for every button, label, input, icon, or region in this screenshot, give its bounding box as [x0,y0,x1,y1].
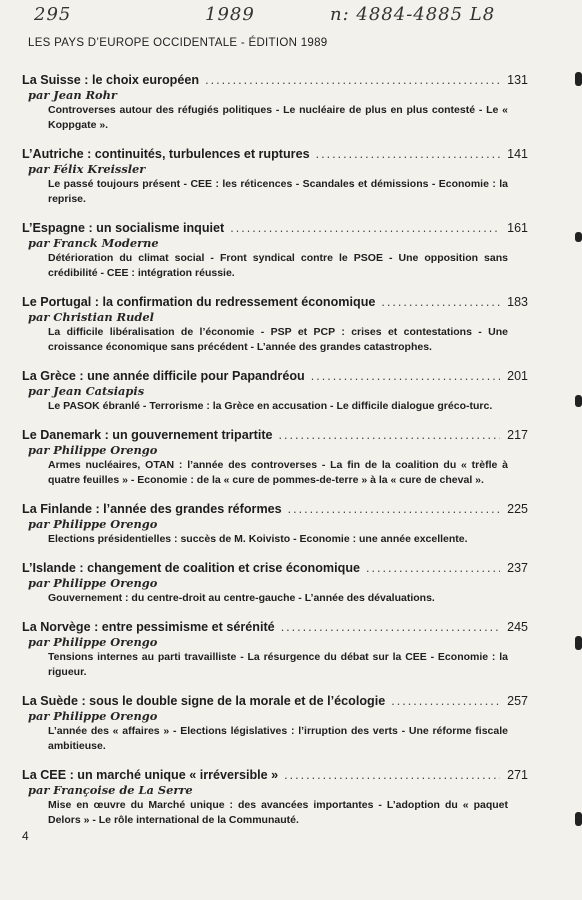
entry-page-number: 201 [507,369,528,383]
entry-author: par Jean Rohr [28,88,117,102]
entry-author: par Félix Kreissler [28,162,146,176]
toc-entry [22,294,528,355]
entry-description: Armes nucléaires, OTAN : l’année des controverses - La fin de la coalition du « trèfle à quatre feuilles » - Economie : de la « cure de pommes-de-terre » à la « cure de cheval ». [48,459,508,486]
entry-title-line [22,767,528,783]
dot-leader [281,619,500,635]
entry-description: Détérioration du climat social - Front syndical contre le PSOE - Une opposition sans crédibilité - CEE : intégration réussie. [48,252,508,279]
dot-leader [288,501,500,517]
entry-author: par Philippe Orengo [28,635,158,649]
entry-author: par Philippe Orengo [28,443,158,457]
entry-title-line [22,146,528,162]
entry-title-line [22,501,528,517]
dot-leader [366,560,500,576]
table-of-contents [22,72,528,841]
toc-entry [22,560,528,606]
entry-page-number: 183 [507,295,528,309]
handwritten-note-numbers: n: 4884-4885 L8 [330,4,496,25]
entry-author: par Françoise de La Serre [28,783,193,797]
toc-entry [22,220,528,281]
entry-title-line [22,693,528,709]
entry-title-line [22,619,528,635]
entry-page-number: 161 [507,221,528,235]
dot-leader [279,427,500,443]
entry-title: La Suède : sous le double signe de la morale et de l’écologie [22,694,386,708]
entry-author: par Philippe Orengo [28,709,158,723]
dot-leader [284,767,500,783]
entry-title-line [22,427,528,443]
page-number: 4 [22,829,29,843]
toc-entry [22,72,528,133]
entry-title: La Finlande : l’année des grandes réformes [22,502,282,516]
toc-entry [22,146,528,207]
handwritten-note-left: 295 [34,4,72,25]
scan-mark [575,232,582,242]
entry-title-line [22,560,528,576]
entry-page-number: 271 [507,768,528,782]
entry-title-line [22,72,528,88]
scan-mark [575,395,582,407]
entry-description: La difficile libéralisation de l’économie - PSP et PCP : crises et contestations - Une croissance économique sans précédent - L’année des grandes catastrophes. [48,326,508,353]
entry-description: Mise en œuvre du Marché unique : des avancées importantes - L’adoption du « paquet Delors » - Le rôle international de la Communauté. [48,799,508,826]
dot-leader [205,72,500,88]
entry-description: L’année des « affaires » - Elections législatives : l’irruption des verts - Une réforme fiscale ambitieuse. [48,725,508,752]
entry-author: par Philippe Orengo [28,517,158,531]
dot-leader [316,146,500,162]
dot-leader [311,368,500,384]
entry-description: Le passé toujours présent - CEE : les réticences - Scandales et démissions - Economie : la reprise. [48,178,508,205]
entry-description: Tensions internes au parti travailliste - La résurgence du débat sur la CEE - Economie : la rigueur. [48,651,508,678]
toc-entry [22,368,528,414]
entry-author: par Philippe Orengo [28,576,158,590]
entry-page-number: 237 [507,561,528,575]
entry-page-number: 245 [507,620,528,634]
entry-title: La Norvège : entre pessimisme et sérénité [22,620,275,634]
entry-author: par Franck Moderne [28,236,159,250]
entry-title-line [22,294,528,310]
toc-entry [22,767,528,828]
entry-title: La CEE : un marché unique « irréversible » [22,768,279,782]
toc-entry [22,501,528,547]
running-header: LES PAYS D’EUROPE OCCIDENTALE - ÉDITION 1989 [28,37,328,49]
entry-title: La Grèce : une année difficile pour Papandréou [22,369,305,383]
entry-title-line [22,220,528,236]
toc-entry [22,619,528,680]
entry-title: Le Portugal : la confirmation du redressement économique [22,295,376,309]
entry-page-number: 257 [507,694,528,708]
entry-author: par Jean Catsiapis [28,384,145,398]
handwritten-note-year: 1989 [205,4,255,25]
entry-page-number: 141 [507,147,528,161]
entry-description: Gouvernement : du centre-droit au centre-gauche - L’année des dévaluations. [48,592,435,604]
entry-author: par Christian Rudel [28,310,154,324]
dot-leader [230,220,500,236]
entry-description: Le PASOK ébranlé - Terrorisme : la Grèce en accusation - Le difficile dialogue gréco-turc. [48,400,493,412]
entry-title: L’Espagne : un socialisme inquiet [22,221,225,235]
entry-page-number: 131 [507,73,528,87]
scan-mark [575,812,582,826]
dot-leader [391,693,500,709]
entry-page-number: 225 [507,502,528,516]
toc-entry [22,693,528,754]
entry-title: L’Islande : changement de coalition et crise économique [22,561,361,575]
scan-mark [575,636,582,650]
entry-description: Elections présidentielles : succès de M. Koivisto - Economie : une année excellente. [48,533,468,545]
entry-description: Controverses autour des réfugiés politiques - Le nucléaire de plus en plus contesté - Le « Koppgate ». [48,104,508,131]
scan-mark [575,72,582,86]
dot-leader [381,294,500,310]
entry-title: La Suisse : le choix européen [22,73,200,87]
toc-entry [22,427,528,488]
entry-page-number: 217 [507,428,528,442]
entry-title: L’Autriche : continuités, turbulences et ruptures [22,147,310,161]
entry-title-line [22,368,528,384]
entry-title: Le Danemark : un gouvernement tripartite [22,428,273,442]
